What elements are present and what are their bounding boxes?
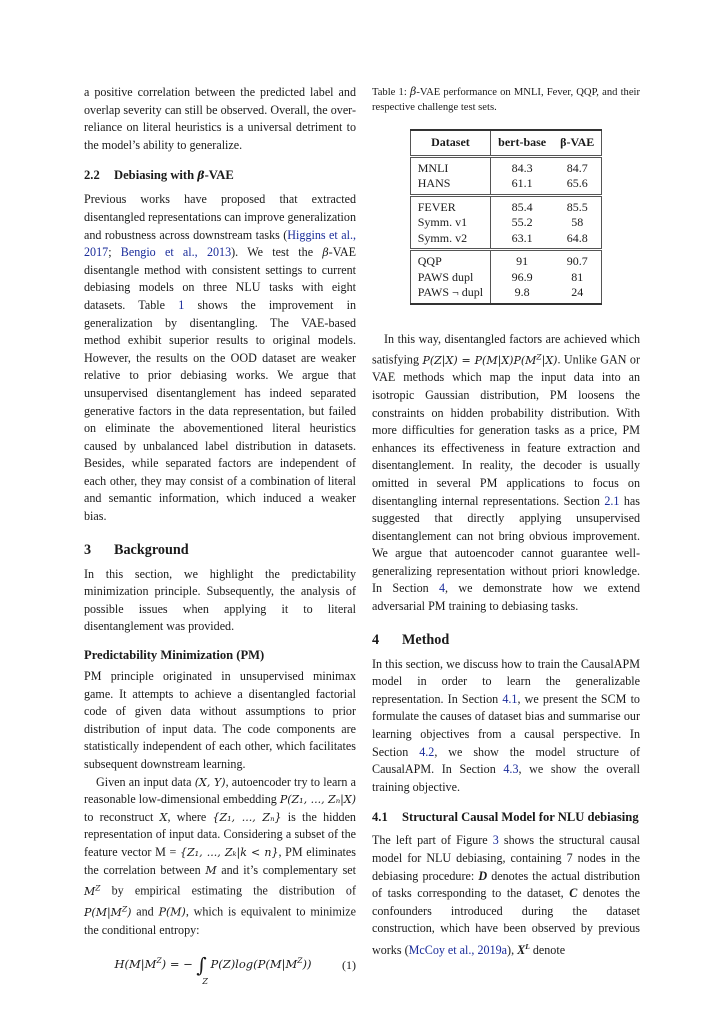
- section-4-paragraph: In this section, we discuss how to train the CausalAPM model in order to learn the generalizable representation. In Section 4.1, we present the SCM to formulate the causes of dataset bias and summarise our learning objectives from a causal perspective. In Section 4.2, we show the model structure of CausalAPM. In Section 4.3, we show the overall training objective.: [372, 656, 640, 794]
- table-row: MNLI 84.3 84.7: [410, 156, 602, 176]
- section-4-2-reference[interactable]: 4.2: [419, 744, 435, 759]
- section-4-1-paragraph: The left part of Figure 3 shows the structural causal model for NLU debiasing, containing 7 nodes in the debiasing procedure: D denotes the actual distribution of tasks corresponding to the dataset, C denotes the confounders introduced during the dataset construction, which have been observed by previous works (McCoy et al., 2019a), $X^L$ denote: [372, 833, 641, 957]
- table-row: PAWS ¬ dupl 9.8 24: [410, 285, 602, 304]
- table-row: PAWS dupl 96.9 81: [410, 270, 602, 286]
- section-4-1-heading: 4.1 Structural Causal Model for NLU debiasing: [372, 810, 639, 825]
- integral-symbol: ∫ Z: [196, 953, 208, 987]
- citation-higgins[interactable]: Higgins et al., 2017: [84, 227, 356, 260]
- table-1-reference[interactable]: 1: [178, 297, 185, 312]
- pm-paragraph-1: PM principle originated in unsupervised minimax game. It attempts to achieve a disentangled factorial code of given data without assumptions to prior distribution of input data. The code components are statistically independent of each other, which facilitates subsequent downstream learning.: [84, 669, 356, 771]
- pm-continuation-paragraph: In this way, disentangled factors are achieved which satisfying $P(Z|X) = P(M|X)P(M^Z|X)$. Unlike GAN or VAE methods which map the input data into an isotropic Gaussian distribution, PM loosens the constraints on hidden probability distribution. With more difficulties for generation tasks as a price, PM enhances its effectiveness in feature extraction and disentanglement. In reality, the decoder is usually omitted in several PM applications to focus on disentangling internal representations. Section 2.1 has suggested that directly applying unsupervised disentanglement can not bring obvious improvement. We argue that autoencoder cannot guarantee well-generalizing representation without priori knowledge. In Section 4, we demonstrate how we extend adversarial PM training to debiasing tasks.: [372, 331, 640, 614]
- header-bert-base: bert-base: [491, 130, 554, 156]
- section-2-2-heading: 2.2 Debiasing with β-VAE: [84, 168, 234, 183]
- section-2-1-reference[interactable]: 2.1: [604, 493, 620, 508]
- right-column: [372, 84, 640, 960]
- table-row: Symm. v1 55.2 58: [410, 215, 602, 231]
- section-4-1-reference[interactable]: 4.1: [502, 691, 518, 706]
- table-row: Symm. v2 63.1 64.8: [410, 231, 602, 250]
- pm-subsection-heading: Predictability Minimization (PM): [84, 648, 265, 663]
- section-4-reference[interactable]: 4: [438, 581, 446, 596]
- section-3-heading: 3 Background: [84, 541, 189, 558]
- figure-3-reference[interactable]: 3: [492, 833, 499, 848]
- section-2-2-paragraph: Previous works have proposed that extracted disentangled representations can improve generalization and robustness across downstream tasks (Higgins et al., 2017; Bengio et al., 2013). We test the β-VAE disentangle method with consistent settings to current debiasing models on three NLU tasks with eight datasets. Table 1 shows the improvement in generalization by disentangling. The VAE-based method exhibit superior results to original models. However, the results on the OOD dataset are weaker relative to prior debiasing works. We argue that unsupervised disentanglement has indeed separated generative factors in the data representation, but failed on eliminate the abovementioned literal heuristics caused by unbalanced label distribution in datasets. Besides, while separated factors are independent of each other, they may consist of a combination of literal and semantic information, which induced a weaker bias.: [84, 192, 357, 524]
- section-3-paragraph: In this section, we highlight the predictability minimization principle. Subsequently, the analysis of possible issues when applying it to literal disentanglement was provided.: [84, 566, 356, 634]
- section-4-heading: 4 Method: [372, 631, 450, 648]
- table-row: FEVER 85.4 85.5: [410, 195, 602, 215]
- section-4-3-reference[interactable]: 4.3: [503, 762, 519, 777]
- header-beta-vae: β-VAE: [553, 130, 602, 156]
- pm-paragraph-2: Given an input data (X, Y), autoencoder try to learn a reasonable low-dimensional embedding P(Z₁, ..., Zₙ|X) to reconstruct X, where {Z₁, ..., Zₙ} is the hidden representation of input data. Considering a subset of the feature vector M = {Z₁, ..., Zₖ|k < n}, PM eliminates the correlation between M and it’s complementary set $M^Z$ by empirical estimating the distribution of $P(M|M^Z)$ and P(M), which is equivalent to minimize the conditional entropy:: [84, 774, 357, 937]
- table-row: HANS 61.1 65.6: [410, 176, 602, 195]
- equation-1-body: $H(M|M^Z)$ = − ∫ Z $P(Z)\log(P(M|M^Z))$: [114, 953, 312, 987]
- header-dataset: Dataset: [410, 130, 490, 156]
- left-column: [84, 84, 357, 987]
- intro-paragraph: a positive correlation between the predicted label and overlap severity can still be observed. Overall, the over-reliance on literal heuristics is a universal detriment to the model’s ability to generalize.: [84, 85, 356, 152]
- results-table: [410, 129, 603, 305]
- table-1-caption: Table 1: β-VAE performance on MNLI, Fever, QQP, and their respective challenge test sets.: [372, 85, 640, 113]
- table-group-qqp: [410, 250, 602, 304]
- table-group-mnli: [410, 156, 602, 195]
- citation-mccoy[interactable]: McCoy et al., 2019a: [408, 943, 508, 957]
- equation-1: [84, 953, 356, 987]
- citation-bengio[interactable]: Bengio et al., 2013: [120, 245, 232, 260]
- table-group-fever: [410, 195, 602, 250]
- table-row: QQP 91 90.7: [410, 250, 602, 270]
- equation-1-number: (1): [342, 957, 356, 972]
